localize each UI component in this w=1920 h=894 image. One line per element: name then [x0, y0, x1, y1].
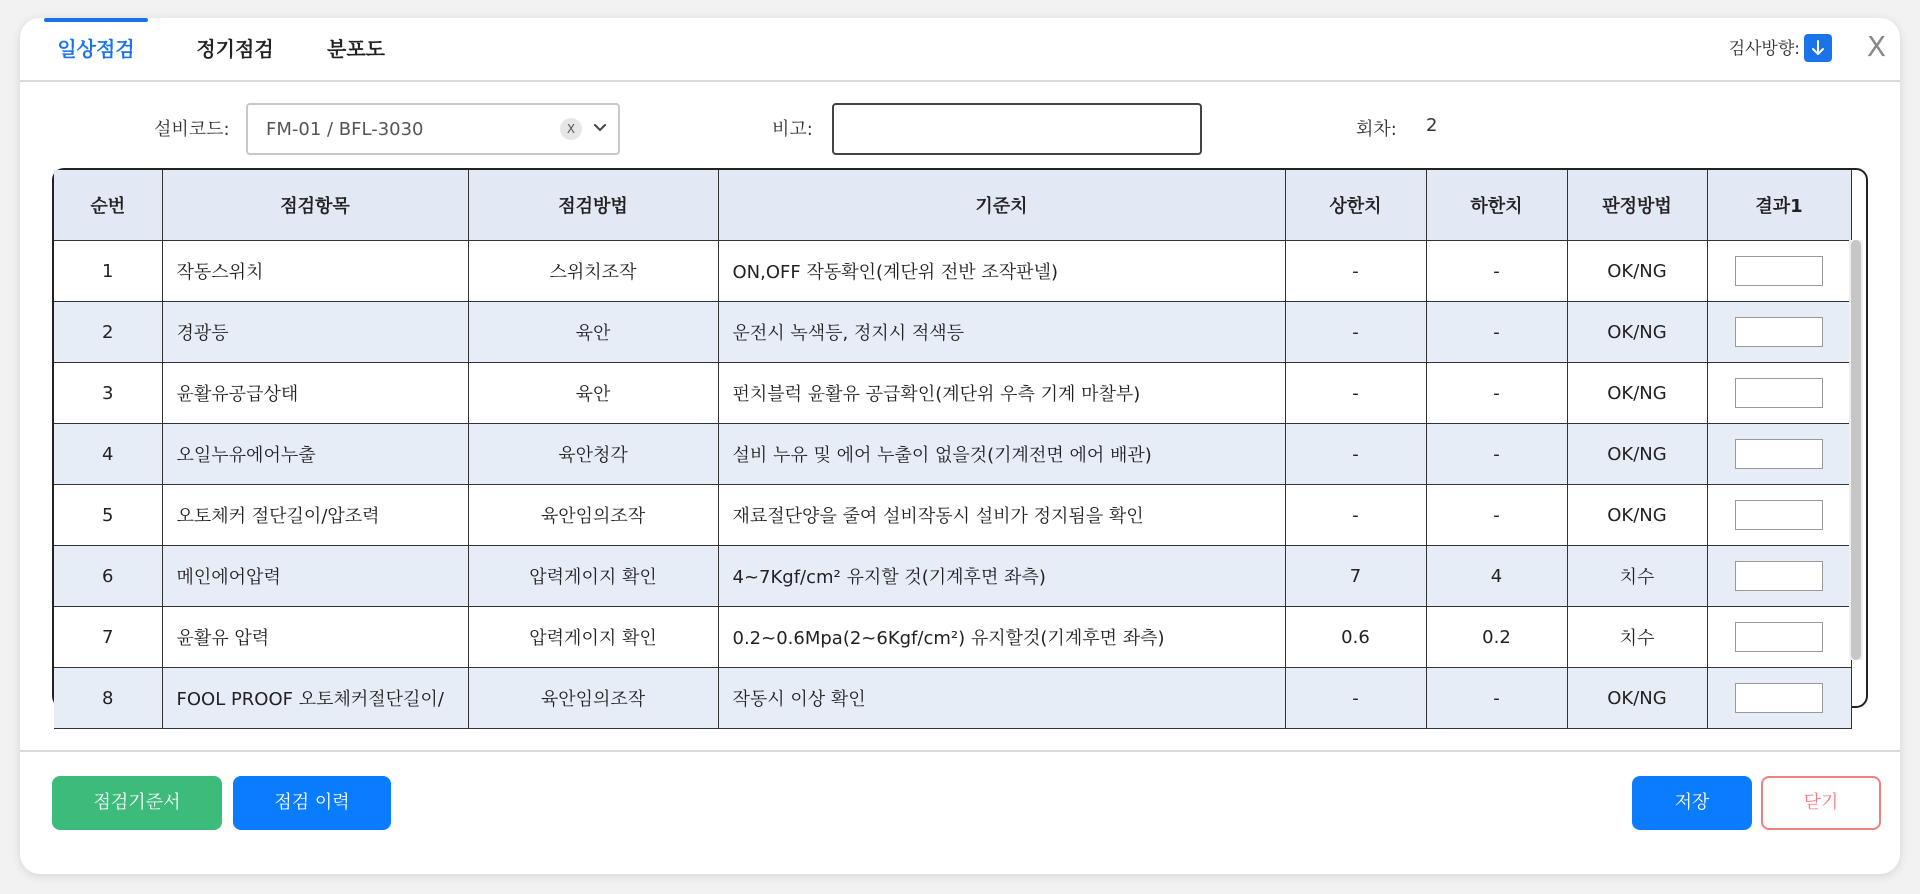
- inspection-history-button[interactable]: 점검 이력: [233, 776, 391, 830]
- result1-input[interactable]: [1735, 317, 1823, 347]
- cell-method: 육안임의조작: [468, 668, 718, 729]
- cell-upper: -: [1285, 668, 1426, 729]
- cell-method: 육안청각: [468, 424, 718, 485]
- cell-result1: [1707, 363, 1851, 424]
- table-row[interactable]: [54, 363, 1851, 424]
- note-input[interactable]: [832, 103, 1202, 155]
- cell-judge: 치수: [1567, 546, 1707, 607]
- cell-lower: -: [1426, 302, 1567, 363]
- table-row[interactable]: [54, 607, 1851, 668]
- cell-item: 윤활유 압력: [162, 607, 468, 668]
- round-value: 2: [1426, 115, 1438, 136]
- tab-periodic-inspection[interactable]: 정기점검: [196, 37, 274, 61]
- table-scroll-area[interactable]: [54, 170, 1866, 710]
- equipment-code-label: 설비코드:: [154, 119, 230, 140]
- result1-input[interactable]: [1735, 256, 1823, 286]
- cell-method: 육안임의조작: [468, 485, 718, 546]
- col-header-item[interactable]: 점검항목: [162, 170, 468, 241]
- result1-input[interactable]: [1735, 683, 1823, 713]
- col-header-no[interactable]: 순번: [54, 170, 162, 241]
- cell-judge: OK/NG: [1567, 241, 1707, 302]
- cell-result1: [1707, 607, 1851, 668]
- equipment-code-select[interactable]: [246, 103, 620, 155]
- cell-lower: -: [1426, 424, 1567, 485]
- result1-input[interactable]: [1735, 439, 1823, 469]
- table-row[interactable]: [54, 302, 1851, 363]
- cell-item: 경광등: [162, 302, 468, 363]
- cell-judge: OK/NG: [1567, 668, 1707, 729]
- cell-upper: -: [1285, 302, 1426, 363]
- cell-standard: 4~7Kgf/cm² 유지할 것(기계후면 좌측): [718, 546, 1285, 607]
- cell-judge: OK/NG: [1567, 302, 1707, 363]
- cell-standard: 작동시 이상 확인: [718, 668, 1285, 729]
- chevron-down-icon[interactable]: [592, 119, 608, 135]
- cell-method: 육안: [468, 363, 718, 424]
- table-header-row: [54, 170, 1851, 241]
- save-button[interactable]: 저장: [1632, 776, 1752, 830]
- table-row[interactable]: [54, 485, 1851, 546]
- cell-upper: -: [1285, 424, 1426, 485]
- cell-method: 스위치조작: [468, 241, 718, 302]
- result1-input[interactable]: [1735, 500, 1823, 530]
- cell-item: 오토체커 절단길이/압조력: [162, 485, 468, 546]
- cell-standard: ON,OFF 작동확인(계단위 전반 조작판넬): [718, 241, 1285, 302]
- cell-standard: 재료절단양을 줄여 설비작동시 설비가 정지됨을 확인: [718, 485, 1285, 546]
- cell-item: 작동스위치: [162, 241, 468, 302]
- cell-judge: OK/NG: [1567, 485, 1707, 546]
- result1-input[interactable]: [1735, 622, 1823, 652]
- cell-no: 5: [54, 485, 162, 546]
- cell-no: 3: [54, 363, 162, 424]
- cell-result1: [1707, 668, 1851, 729]
- cell-upper: -: [1285, 241, 1426, 302]
- round-label: 회차:: [1356, 119, 1397, 140]
- cell-standard: 운전시 녹색등, 정지시 적색등: [718, 302, 1285, 363]
- cell-lower: -: [1426, 363, 1567, 424]
- cell-result1: [1707, 546, 1851, 607]
- cell-standard: 0.2~0.6Mpa(2~6Kgf/cm²) 유지할것(기계후면 좌측): [718, 607, 1285, 668]
- col-header-upper[interactable]: 상한치: [1285, 170, 1426, 241]
- result1-input[interactable]: [1735, 378, 1823, 408]
- cell-no: 6: [54, 546, 162, 607]
- cell-no: 7: [54, 607, 162, 668]
- col-header-method[interactable]: 점검방법: [468, 170, 718, 241]
- cell-upper: 0.6: [1285, 607, 1426, 668]
- cell-judge: 치수: [1567, 607, 1707, 668]
- table-row[interactable]: [54, 546, 1851, 607]
- cell-method: 압력게이지 확인: [468, 607, 718, 668]
- col-header-result1[interactable]: 결과1: [1707, 170, 1851, 241]
- cell-item: 윤활유공급상태: [162, 363, 468, 424]
- table-row[interactable]: [54, 668, 1851, 729]
- cell-method: 육안: [468, 302, 718, 363]
- cell-lower: -: [1426, 485, 1567, 546]
- cell-item: 오일누유에어누출: [162, 424, 468, 485]
- cell-result1: [1707, 241, 1851, 302]
- cell-upper: -: [1285, 485, 1426, 546]
- tab-bar: [20, 18, 1900, 82]
- footer-divider: [20, 750, 1900, 752]
- inspection-table: [52, 168, 1868, 708]
- direction-toggle-button[interactable]: [1804, 34, 1832, 62]
- cell-standard: 설비 누유 및 에어 누출이 없을것(기계전면 에어 배관): [718, 424, 1285, 485]
- cell-judge: OK/NG: [1567, 363, 1707, 424]
- table-row[interactable]: [54, 424, 1851, 485]
- inspection-standard-button[interactable]: 점검기준서: [52, 776, 222, 830]
- cell-item: 메인에어압력: [162, 546, 468, 607]
- clear-icon[interactable]: X: [560, 118, 582, 140]
- cell-upper: -: [1285, 363, 1426, 424]
- cell-result1: [1707, 424, 1851, 485]
- table-row[interactable]: [54, 241, 1851, 302]
- cell-upper: 7: [1285, 546, 1426, 607]
- cell-lower: -: [1426, 241, 1567, 302]
- cell-lower: 0.2: [1426, 607, 1567, 668]
- close-button[interactable]: 닫기: [1761, 776, 1881, 830]
- cell-lower: 4: [1426, 546, 1567, 607]
- cell-no: 2: [54, 302, 162, 363]
- equipment-code-value: FM-01 / BFL-3030: [266, 119, 424, 140]
- cell-no: 4: [54, 424, 162, 485]
- close-icon[interactable]: X: [1866, 30, 1886, 63]
- col-header-lower[interactable]: 하한치: [1426, 170, 1567, 241]
- cell-no: 1: [54, 241, 162, 302]
- cell-item: FOOL PROOF 오토체커절단길이/: [162, 668, 468, 729]
- scrollbar-thumb[interactable]: [1851, 240, 1861, 660]
- tab-distribution[interactable]: 분포도: [327, 37, 385, 61]
- result1-input[interactable]: [1735, 561, 1823, 591]
- vertical-scrollbar[interactable]: [1849, 240, 1863, 660]
- tab-daily-inspection[interactable]: 일상점검: [44, 18, 148, 80]
- cell-result1: [1707, 485, 1851, 546]
- cell-lower: -: [1426, 668, 1567, 729]
- col-header-standard[interactable]: 기준치: [718, 170, 1285, 241]
- cell-no: 8: [54, 668, 162, 729]
- note-label: 비고:: [772, 119, 813, 140]
- arrow-down-icon: [1810, 39, 1826, 57]
- inspection-dialog: [20, 18, 1900, 874]
- cell-method: 압력게이지 확인: [468, 546, 718, 607]
- cell-standard: 펀치블럭 윤활유 공급확인(계단위 우측 기계 마찰부): [718, 363, 1285, 424]
- cell-judge: OK/NG: [1567, 424, 1707, 485]
- direction-label: 검사방향:: [1728, 39, 1800, 59]
- col-header-judge[interactable]: 판정방법: [1567, 170, 1707, 241]
- cell-result1: [1707, 302, 1851, 363]
